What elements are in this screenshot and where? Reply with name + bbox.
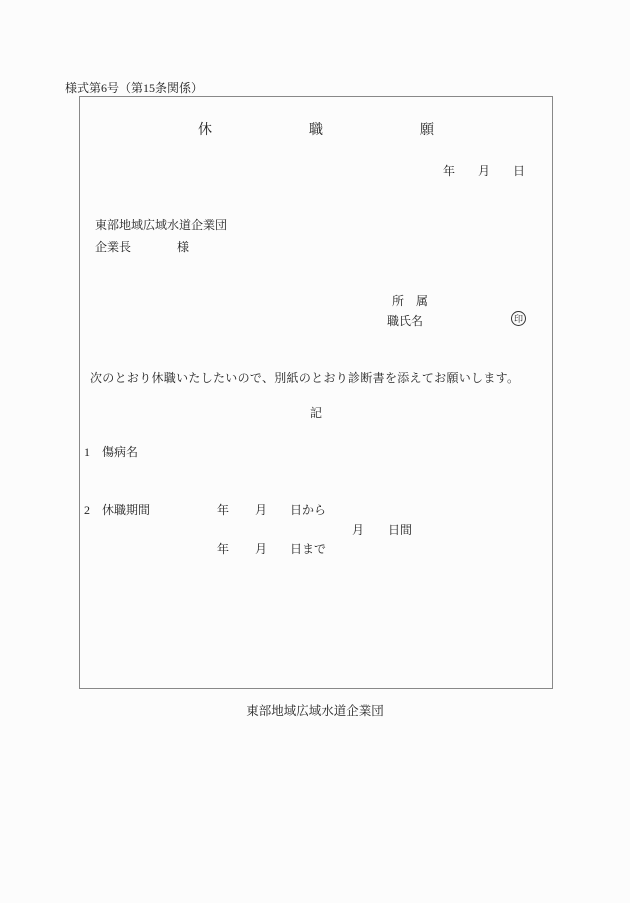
form-title-char: 願 <box>420 123 434 138</box>
period-from-month-label: 月 <box>255 503 268 517</box>
item2-label: 休職期間 <box>102 503 151 517</box>
period-duration-days-label: 日間 <box>388 523 413 537</box>
date-year-label: 年 <box>443 164 456 178</box>
form-title <box>80 123 552 138</box>
period-from-year-label: 年 <box>217 503 230 517</box>
date-day-label: 日 <box>513 164 526 178</box>
applicant-block <box>387 291 428 331</box>
item1-label: 傷病名 <box>102 445 139 459</box>
period-to-year-label: 年 <box>217 542 230 556</box>
seal-mark-icon: 印 <box>511 311 526 326</box>
form-border-box <box>79 96 553 689</box>
item2-number: 2 <box>84 503 90 517</box>
record-heading: 記 <box>309 406 322 420</box>
period-to-month-label: 月 <box>255 542 268 556</box>
period-duration-month-label: 月 <box>352 523 365 537</box>
addressee-role-line <box>95 236 227 258</box>
period-from-day-label: 日から <box>290 503 327 517</box>
body-text: 次のとおり休職いたしたいので、別紙のとおり診断書を添えてお願いします。 <box>90 371 520 385</box>
addressee-role: 企業長 <box>95 240 132 254</box>
addressee-honorific: 様 <box>177 240 190 254</box>
affiliation-label: 所 属 <box>392 294 429 308</box>
addressee-organization: 東部地域広域水道企業団 <box>95 218 228 232</box>
name-label: 職氏名 <box>387 314 424 328</box>
date-month-label: 月 <box>478 164 491 178</box>
form-title-char: 休 <box>198 123 212 138</box>
page-footer: 東部地域広域水道企業団 <box>246 704 384 718</box>
addressee-block <box>95 214 227 258</box>
form-title-char: 職 <box>309 123 323 138</box>
item1-number: 1 <box>84 445 90 459</box>
form-number: 様式第6号（第15条関係） <box>65 81 204 95</box>
period-to-day-label: 日まで <box>290 542 327 556</box>
date-line <box>443 164 525 178</box>
